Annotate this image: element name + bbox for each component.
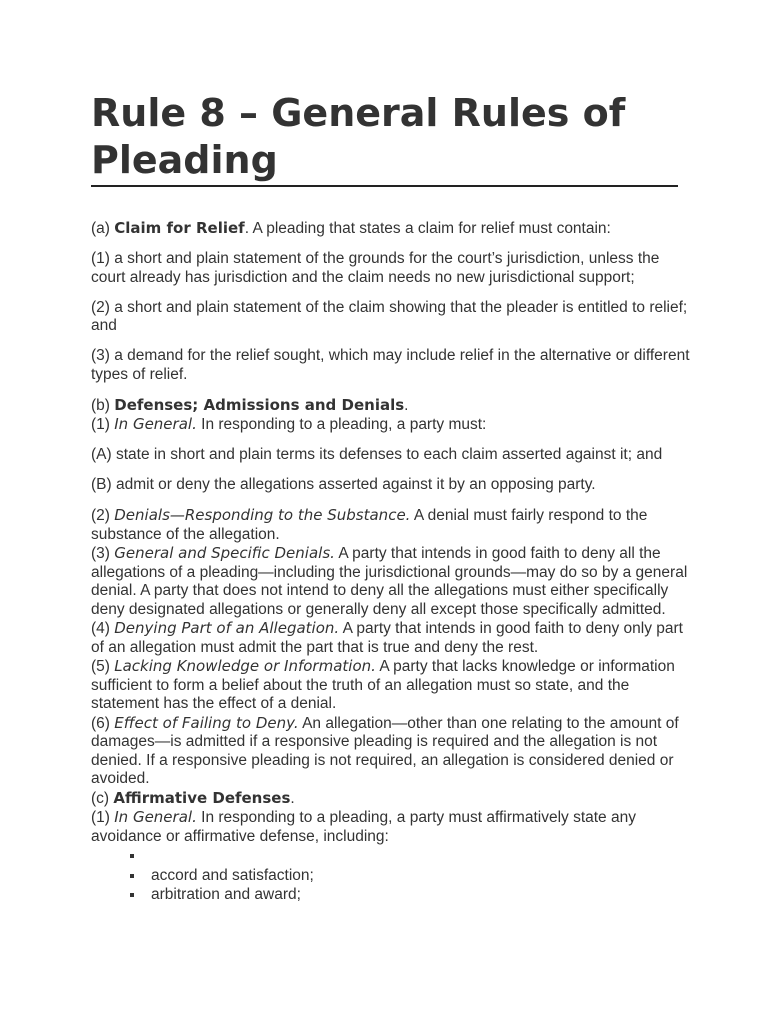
paragraph-number: (4) — [91, 620, 115, 637]
section-heading: Affirmative Defenses — [113, 788, 291, 807]
paragraph-caption: Effect of Failing to Deny. — [114, 713, 299, 732]
section-c-paragraph-1 — [91, 808, 691, 846]
section-a-item: (1) a short and plain statement of the grounds for the court’s jurisdiction, unless the court already has jurisdiction and the claim needs no new jurisdictional support; — [91, 250, 660, 286]
section-b-paragraph-6 — [91, 714, 691, 789]
bullet-icon — [130, 874, 134, 878]
paragraph-number: (5) — [91, 658, 115, 675]
paragraph-caption: Denying Part of an Allegation. — [114, 619, 340, 637]
list-item-text: arbitration and award; — [151, 886, 301, 903]
heading-period: . — [290, 789, 295, 807]
section-b-paragraph-1 — [91, 415, 691, 435]
paragraph-text: A party that intends in good faith to deny only part of an allegation must admit the part that is true and deny the rest. — [91, 620, 683, 656]
paragraph-number: (2) — [91, 507, 115, 524]
section-b-item: (B) admit or deny the allegations asserted against it by an opposing party. — [91, 476, 596, 493]
section-prefix: (a) — [91, 220, 115, 237]
paragraph-caption: In General. — [114, 808, 197, 826]
section-prefix: (c) — [91, 789, 114, 807]
paragraph-number: (6) — [91, 714, 115, 732]
paragraph-number: (1) — [91, 809, 115, 826]
paragraph-number: (1) — [91, 416, 115, 433]
section-heading: Claim for Relief — [114, 219, 245, 237]
section-a-item: (3) a demand for the relief sought, which may include relief in the alternative or different types of relief. — [91, 347, 690, 383]
title-divider — [91, 185, 678, 187]
paragraph-caption: General and Specific Denials. — [114, 544, 335, 562]
section-b-paragraph-3 — [91, 544, 691, 619]
list-item — [91, 885, 691, 905]
section-heading: Defenses; Admissions and Denials — [114, 395, 405, 414]
document-body — [91, 219, 691, 905]
list-item-text: accord and satisfaction; — [151, 866, 314, 884]
bullet-icon — [130, 854, 134, 858]
paragraph-caption: Lacking Knowledge or Information. — [114, 657, 376, 675]
paragraph-text: A denial must fairly respond to the substance of the allegation. — [91, 507, 648, 543]
paragraph-text: In responding to a pleading, a party must: — [196, 416, 487, 433]
paragraph-number: (3) — [91, 545, 115, 562]
paragraph-text: A party that intends in good faith to deny all the allegations of a pleading—including the jurisdictional grounds—may do so by a general denial. A party that does not intend to deny all the allegations must either specifically deny designated allegations or generally deny all except those specifically admitted. — [91, 545, 688, 618]
section-b-heading — [91, 396, 691, 416]
section-a-item: (2) a short and plain statement of the claim showing that the pleader is entitled to relief; and — [91, 298, 688, 334]
list-item — [91, 866, 691, 886]
list-item — [91, 846, 691, 866]
paragraph-text: In responding to a pleading, a party must affirmatively state any avoidance or affirmative defense, including: — [91, 809, 636, 845]
section-a-intro — [91, 219, 691, 239]
paragraph-caption: Denials—Responding to the Substance. — [114, 506, 411, 524]
paragraph-text: An allegation—other than one relating to the amount of damages—is admitted if a responsive pleading is required and the allegation is not denied. If a responsive pleading is not required, an allegation is considered denied or avoided. — [91, 714, 679, 787]
section-b-paragraph-5 — [91, 657, 691, 714]
section-b-paragraph-4 — [91, 619, 691, 657]
section-b-item: (A) state in short and plain terms its defenses to each claim asserted against it; and — [91, 446, 663, 463]
section-b-paragraph-2 — [91, 506, 691, 544]
paragraph-text: A party that lacks knowledge or information sufficient to form a belief about the truth of an allegation must so state, and the statement has the effect of a denial. — [91, 658, 675, 712]
affirmative-defenses-list — [91, 846, 691, 905]
bullet-icon — [130, 893, 134, 897]
paragraph-caption: In General. — [114, 415, 197, 433]
section-intro-text: . A pleading that states a claim for relief must contain: — [244, 220, 611, 237]
page-title: Rule 8 – General Rules of Pleading — [91, 91, 626, 182]
heading-period: . — [404, 396, 409, 414]
section-c-heading — [91, 789, 691, 809]
section-prefix: (b) — [91, 396, 115, 414]
